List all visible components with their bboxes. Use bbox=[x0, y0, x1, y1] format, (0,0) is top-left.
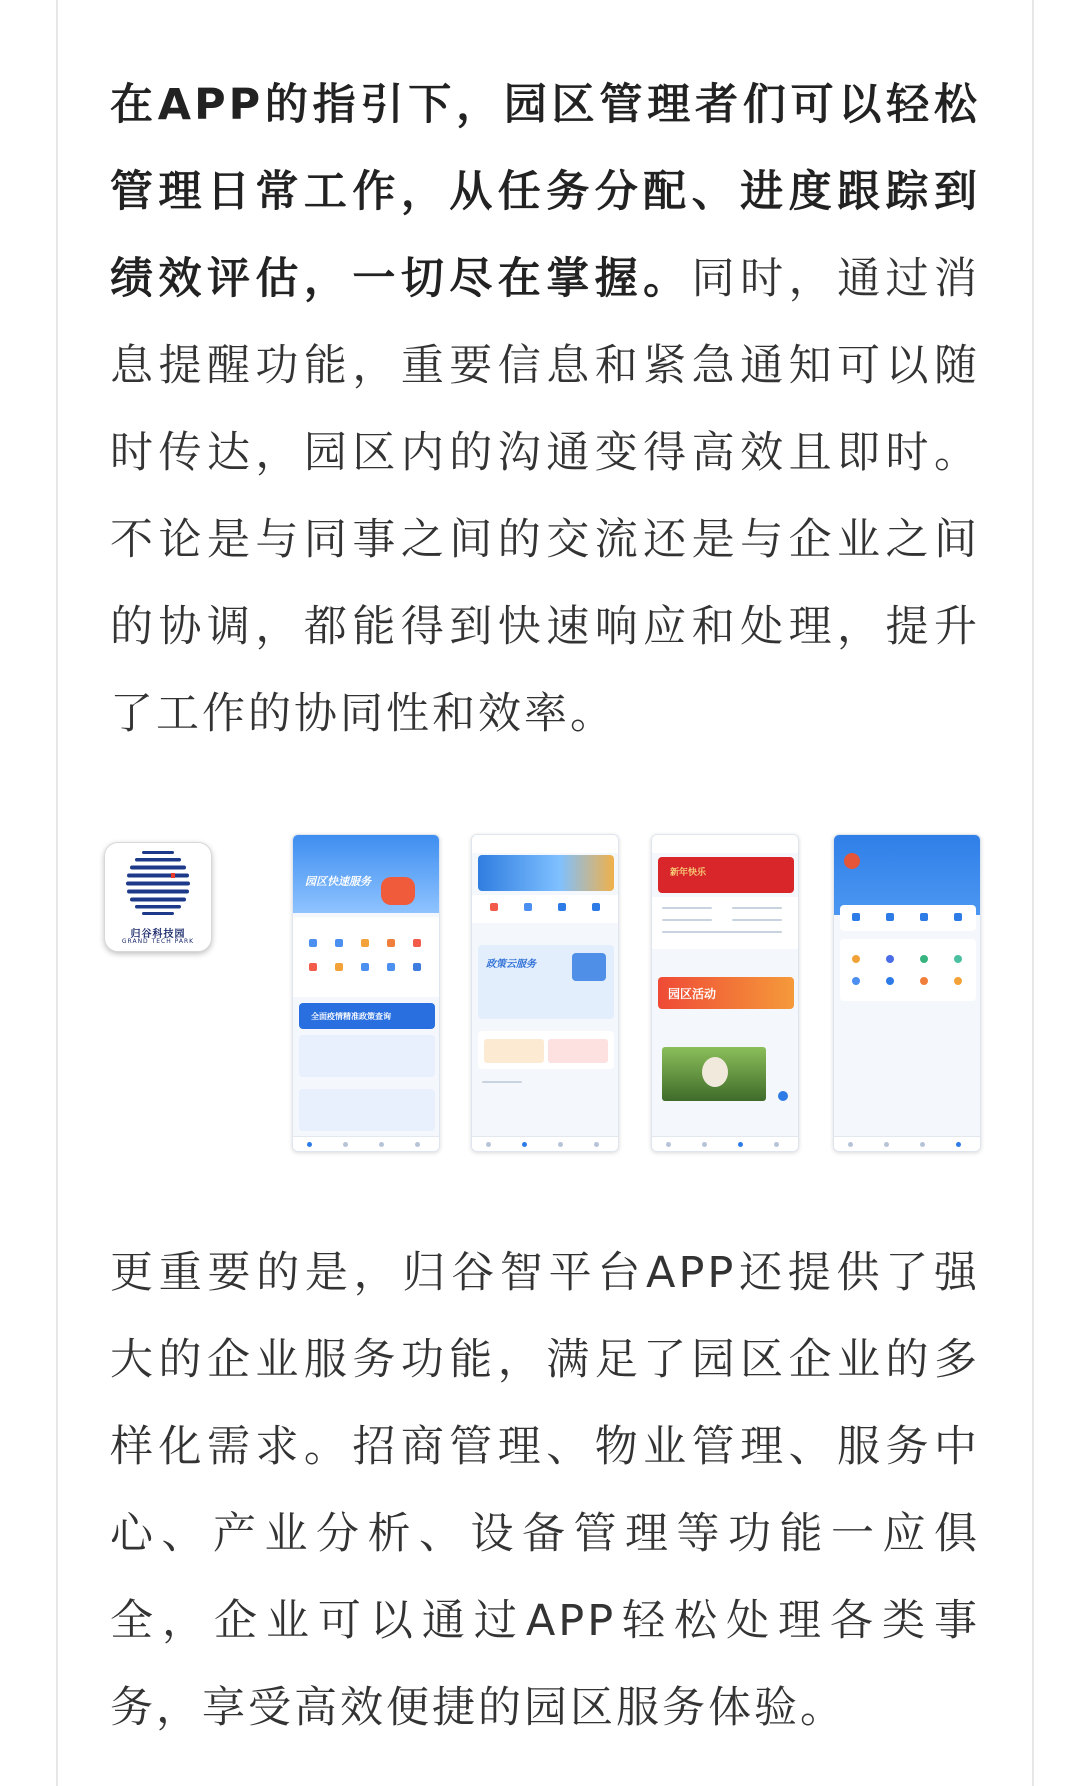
globe-icon bbox=[105, 843, 211, 923]
text-line bbox=[662, 907, 712, 909]
tool-icon bbox=[852, 955, 860, 963]
nav-dot bbox=[307, 1142, 312, 1147]
screen2-tile bbox=[484, 1039, 544, 1063]
service-icon bbox=[335, 939, 343, 947]
screen2-banner-title: 政策云服务 bbox=[486, 959, 536, 970]
nav-dot bbox=[343, 1142, 348, 1147]
service-icon bbox=[490, 903, 498, 911]
nav-dot bbox=[884, 1142, 889, 1147]
service-icon bbox=[524, 903, 532, 911]
paragraph-1-rest: 同时，通过消息提醒功能，重要信息和紧急通知可以随时传达，园区内的沟通变得高效且即时。不论是与同事之间的交流还是与企业之间的协调，都能得到快速响应和处理，提升了工作的协同性和效率。 bbox=[110, 254, 981, 739]
shortcut-icon bbox=[920, 913, 928, 921]
tool-icon bbox=[886, 977, 894, 985]
screen1-cta-text: 全面疫情精准政策查询 bbox=[311, 1012, 391, 1021]
app-screenshot-profile bbox=[833, 834, 981, 1152]
paragraph-1-bold: 在APP的指引下，园区管理者们可以轻松管理日常工作，从任务分配、进度跟踪到绩效评估，一切尽在掌握。 bbox=[110, 80, 980, 304]
avatar bbox=[844, 853, 860, 869]
logo-name: 归谷科技园 bbox=[130, 929, 186, 940]
service-icon bbox=[387, 939, 395, 947]
bottom-nav bbox=[834, 1136, 980, 1151]
service-icon bbox=[309, 939, 317, 947]
nav-dot bbox=[774, 1142, 779, 1147]
screen3-list bbox=[652, 897, 799, 949]
text-line bbox=[482, 1081, 522, 1083]
nav-dot bbox=[920, 1142, 925, 1147]
screen4-header bbox=[834, 835, 981, 915]
tool-icon bbox=[920, 955, 928, 963]
tool-icon bbox=[852, 977, 860, 985]
app-screenshot-activities bbox=[651, 834, 799, 1152]
nav-dot bbox=[522, 1142, 527, 1147]
app-screenshot-services bbox=[292, 834, 440, 1152]
paragraph-2: 更重要的是，归谷智平台APP还提供了强大的企业服务功能，满足了园区企业的多样化需求。招商管理、物业管理、服务中心、产业分析、设备管理等功能一应俱全，企业可以通过APP轻松处理各类事务，享受高效便捷的园区服务体验。 bbox=[110, 1248, 980, 1733]
nav-dot bbox=[956, 1142, 961, 1147]
bottom-nav bbox=[293, 1136, 439, 1151]
logo-subtitle: GRAND TECH PARK bbox=[121, 938, 195, 945]
nav-dot bbox=[558, 1142, 563, 1147]
tool-icon bbox=[920, 977, 928, 985]
grand-tech-park-logo bbox=[104, 842, 212, 952]
text-line bbox=[732, 919, 782, 921]
nav-dot bbox=[666, 1142, 671, 1147]
screen2-banner bbox=[478, 855, 614, 891]
service-icon bbox=[558, 903, 566, 911]
bottom-nav bbox=[652, 1136, 798, 1151]
shortcut-icon bbox=[852, 913, 860, 921]
nav-dot bbox=[486, 1142, 491, 1147]
screen2-tile bbox=[548, 1039, 608, 1063]
screen4-tools bbox=[840, 939, 976, 1001]
screen2-topbar bbox=[472, 835, 619, 853]
screen1-grid bbox=[293, 917, 440, 997]
scooter-illustration bbox=[381, 877, 415, 905]
service-icon bbox=[592, 903, 600, 911]
screen1-card bbox=[299, 1035, 435, 1077]
nav-dot bbox=[738, 1142, 743, 1147]
tool-icon bbox=[886, 955, 894, 963]
tool-icon bbox=[954, 977, 962, 985]
people-illustration bbox=[572, 953, 606, 981]
text-line bbox=[662, 919, 712, 921]
nav-dot bbox=[379, 1142, 384, 1147]
paragraph-1 bbox=[110, 62, 980, 758]
nav-dot bbox=[415, 1142, 420, 1147]
service-icon bbox=[387, 963, 395, 971]
nav-dot bbox=[702, 1142, 707, 1147]
tool-icon bbox=[954, 955, 962, 963]
bottom-nav bbox=[472, 1136, 618, 1151]
screen3-topbar bbox=[652, 835, 799, 853]
screen3-banner-title: 园区活动 bbox=[668, 987, 717, 1001]
app-screenshot-policy bbox=[471, 834, 619, 1152]
add-post-icon bbox=[778, 1091, 788, 1101]
screen1-card bbox=[299, 1089, 435, 1131]
service-icon bbox=[361, 963, 369, 971]
shortcut-icon bbox=[954, 913, 962, 921]
shortcut-icon bbox=[886, 913, 894, 921]
service-icon bbox=[361, 939, 369, 947]
screen3-banner-top: 新年快乐 bbox=[670, 868, 707, 878]
nav-dot bbox=[594, 1142, 599, 1147]
screen1-banner-title: 园区快速服务 bbox=[305, 875, 371, 888]
text-line bbox=[732, 907, 782, 909]
service-icon bbox=[309, 963, 317, 971]
service-icon bbox=[413, 939, 421, 947]
service-icon bbox=[413, 963, 421, 971]
cat-photo-subject bbox=[702, 1057, 728, 1087]
text-line bbox=[662, 931, 782, 933]
service-icon bbox=[335, 963, 343, 971]
nav-dot bbox=[848, 1142, 853, 1147]
